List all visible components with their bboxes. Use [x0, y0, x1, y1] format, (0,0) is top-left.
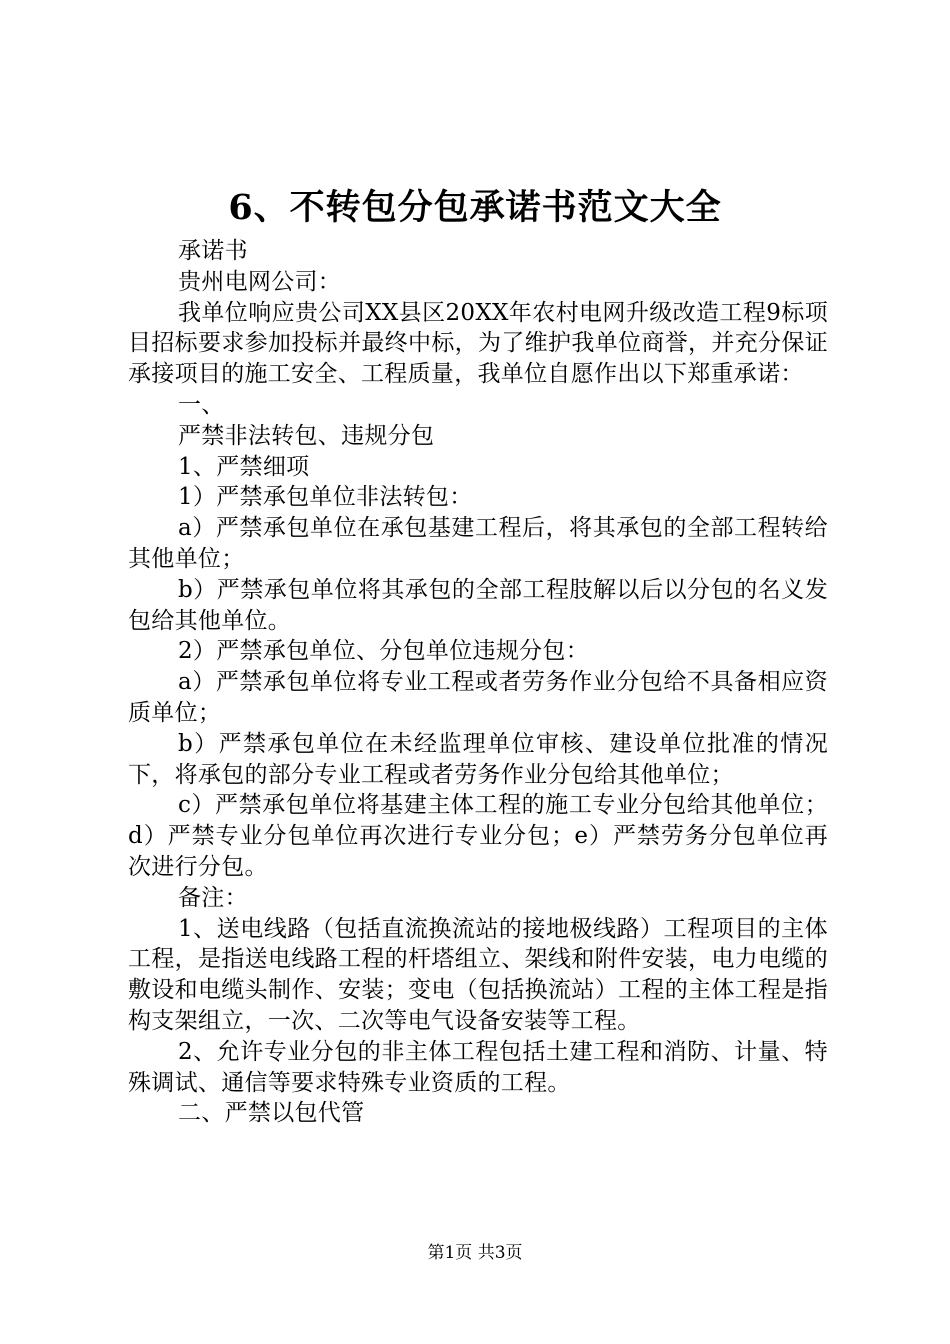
- paragraph-subitem-1b: b）严禁承包单位将其承包的全部工程肢解以后以分包的名义发包给其他单位。: [128, 576, 828, 634]
- paragraph-subitem-2b: b）严禁承包单位在未经监理单位审核、建设单位批准的情况下，将承包的部分专业工程或者劳务作业分包给其他单位；: [128, 730, 828, 788]
- document-title: 6、不转包分包承诺书范文大全: [228, 187, 722, 228]
- paragraph-subitem-2a: a）严禁承包单位将专业工程或者劳务作业分包给不具备相应资质单位；: [128, 669, 828, 726]
- paragraph-addressee: 贵州电网公司：: [178, 268, 342, 295]
- paragraph-subitem-2c: c）严禁承包单位将基建主体工程的施工专业分包给其他单位；d）严禁专业分包单位再次进行专业分包；e）严禁劳务分包单位再次进行分包。: [128, 792, 828, 880]
- paragraph-remark-1: 1、送电线路（包括直流换流站的接地极线路）工程项目的主体工程，是指送电线路工程的杆塔组立、架线和附件安装，电力电缆的敷设和电缆头制作、安装；变电（包括换流站）工程的主体工程是指构支架组立，一次、二次等电气设备安装等工程。: [128, 915, 828, 1034]
- paragraph-item-1: 1、严禁细项: [178, 453, 310, 480]
- paragraph-heading: 承诺书: [178, 238, 248, 264]
- paragraph-remarks-heading: 备注：: [178, 884, 248, 911]
- paragraph-subitem-1: 1）严禁承包单位非法转包：: [178, 484, 473, 511]
- paragraph-section-one-number: 一、: [178, 391, 225, 418]
- paragraph-remark-2: 2、允许专业分包的非主体工程包括土建工程和消防、计量、特殊调试、通信等要求特殊专业资质的工程。: [128, 1038, 828, 1096]
- paragraph-subitem-1a: a）严禁承包单位在承包基建工程后，将其承包的全部工程转给其他单位；: [128, 515, 828, 572]
- document-body: [128, 236, 828, 1129]
- paragraph-section-two: 二、严禁以包代管: [178, 1100, 365, 1127]
- page-footer: 第1页 共3页: [427, 1243, 523, 1263]
- paragraph-intro: 我单位响应贵公司XX县区20XX年农村电网升级改造工程9标项目招标要求参加投标并最终中标，为了维护我单位商誉，并充分保证承接项目的施工安全、工程质量，我单位自愿作出以下郑重承诺：: [128, 299, 828, 388]
- paragraph-section-one-title: 严禁非法转包、违规分包: [178, 422, 435, 449]
- paragraph-subitem-2: 2）严禁承包单位、分包单位违规分包：: [178, 638, 590, 665]
